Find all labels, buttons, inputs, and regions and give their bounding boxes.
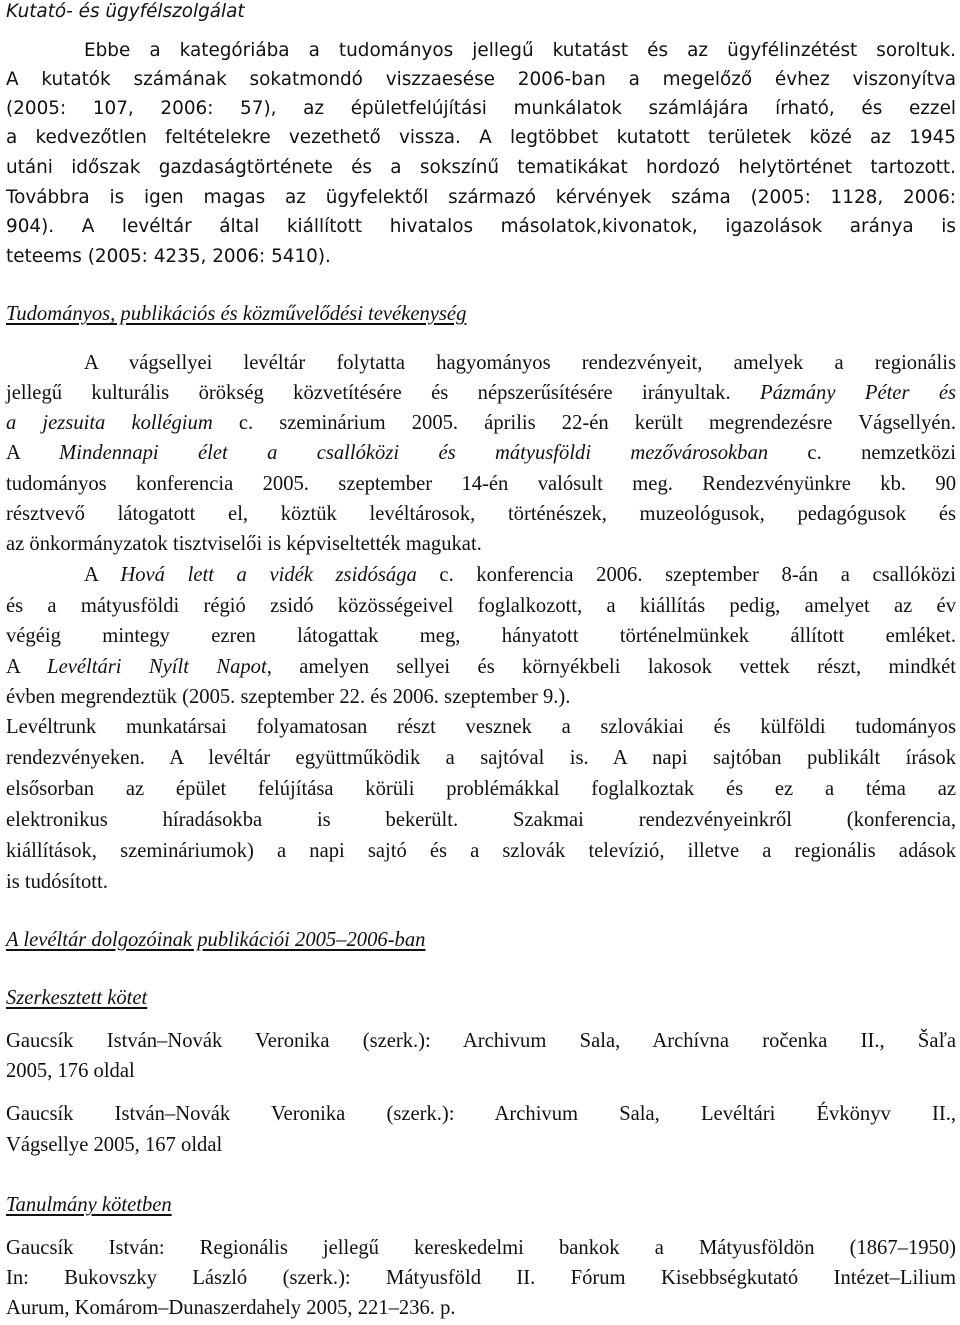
paragraph-line: és a mátyusföldi régió zsidó közösségeivel foglalkozott, a kiállítás pedig, amelyet az év (6, 595, 956, 617)
section-heading-publikaciok: A levéltár dolgozóinak publikációi 2005–2006-ban (6, 929, 426, 951)
bibliography-entry-line: Vágsellye 2005, 167 oldal (6, 1134, 223, 1156)
paragraph-line: elsősorban az épület felújítása körüli problémákkal foglalkoztak és ez a téma az (6, 778, 956, 800)
paragraph-line: A Mindennapi élet a csallóközi és mátyusföldi mezővárosokban c. nemzetközi (6, 442, 956, 464)
event-title: Mindennapi élet a csallóközi és mátyusföldi mezővárosokban (59, 442, 769, 464)
paragraph-line: A vágsellyei levéltár folytatta hagyományos rendezvényeit, amelyek a regionális (84, 352, 956, 374)
subheading-tanulmany: Tanulmány kötetben (6, 1194, 172, 1216)
bibliography-entry-line: Aurum, Komárom–Dunaszerdahely 2005, 221–236. p. (6, 1297, 456, 1319)
paragraph-line: a kedvezőtlen feltételekre vezethető vissza. A legtöbbet kutatott területek közé az 1945 (6, 127, 956, 148)
paragraph-line: tudományos konferencia 2005. szeptember 14-én valósult meg. Rendezvényünkre kb. 90 (6, 473, 956, 495)
paragraph-line: kiállítások, szemináriumok) a napi sajtó és a szlovák televízió, illetve a regionális adások (6, 840, 956, 862)
paragraph-line: A kutatók számának sokatmondó viszzaesése 2006-ban a megelőző évhez viszonyítva (6, 69, 956, 90)
event-title: a jezsuita kollégium (6, 412, 213, 434)
event-title: Pázmány Péter és (760, 382, 956, 404)
bibliography-entry-line: In: Bukovszky László (szerk.): Mátyusföld II. Fórum Kisebbségkutató Intézet–Lilium (6, 1267, 956, 1289)
paragraph-line: A Hová lett a vidék zsidósága c. konferencia 2006. szeptember 8-án a csallóközi (84, 564, 957, 586)
paragraph-line: utáni időszak gazdaságtörténete és a sokszínű tematikákat hordozó helytörténet tartozott. (6, 157, 956, 178)
paragraph-line: (2005: 107, 2006: 57), az épületfelújítási munkálatok számlájára írható, és ezzel (6, 98, 956, 119)
paragraph-line: végéig mintegy ezren látogattak meg, hányatott történelmünkek állított emléket. (6, 625, 956, 647)
paragraph-line: 904). A levéltár által kiállított hivatalos másolatok,kivonatok, igazolások aránya is (6, 216, 956, 237)
bibliography-entry-line: 2005, 176 oldal (6, 1060, 135, 1082)
bibliography-entry-line: Gaucsík István–Novák Veronika (szerk.): Archivum Sala, Levéltári Évkönyv II., (6, 1103, 956, 1125)
paragraph-line: résztvevő látogatott el, köztük levéltárosok, történészek, muzeológusok, pedagógusok és (6, 503, 956, 525)
subheading-szerkesztett: Szerkesztett kötet (6, 987, 148, 1009)
paragraph-line: Továbbra is igen magas az ügyfelektől származó kérvények száma (2005: 1128, 2006: (6, 187, 956, 208)
paragraph-line: évben megrendeztük (2005. szeptember 22. és 2006. szeptember 9.). (6, 686, 571, 708)
section-heading-tudomanyos: Tudományos, publikációs és közművelődési tevékenység (6, 303, 467, 325)
paragraph-line: is tudósított. (6, 871, 108, 893)
paragraph-line: elektronikus híradásokba is bekerült. Szakmai rendezvényeinkről (konferencia, (6, 809, 956, 831)
bibliography-entry-line: Gaucsík István–Novák Veronika (szerk.): Archivum Sala, Archívna ročenka II., Šaľa (6, 1030, 956, 1052)
paragraph-line: Ebbe a kategóriába a tudományos jellegű kutatást és az ügyfélinzétést soroltuk. (84, 40, 956, 61)
paragraph-line: az önkormányzatok tisztviselői is képviseltették magukat. (6, 533, 482, 555)
paragraph-line: a jezsuita kollégium c. szeminárium 2005. április 22-én került megrendezésre Vágsellyén. (6, 412, 956, 434)
event-title: Levéltári Nyílt Napot (47, 656, 267, 678)
bibliography-entry-line: Gaucsík István: Regionális jellegű kereskedelmi bankok a Mátyusföldön (1867–1950) (6, 1237, 956, 1259)
paragraph-line: Levéltrunk munkatársai folyamatosan részt vesznek a szlovákiai és külföldi tudományos (6, 716, 956, 738)
event-title: Hová lett a vidék zsidósága (120, 564, 417, 586)
paragraph-line: jellegű kulturális örökség közvetítésére és népszerűsítésére irányultak. Pázmány Péter és (6, 382, 956, 404)
paragraph-line: teteems (2005: 4235, 2006: 5410). (6, 246, 331, 267)
section-heading-kutato: Kutató- és ügyfélszolgálat (6, 1, 245, 22)
paragraph-line: A Levéltári Nyílt Napot, amelyen sellyei és környékbeli lakosok vettek részt, mindkét (6, 656, 956, 678)
paragraph-line: rendezvényeken. A levéltár együttműködik a sajtóval is. A napi sajtóban publikált írások (6, 747, 956, 769)
